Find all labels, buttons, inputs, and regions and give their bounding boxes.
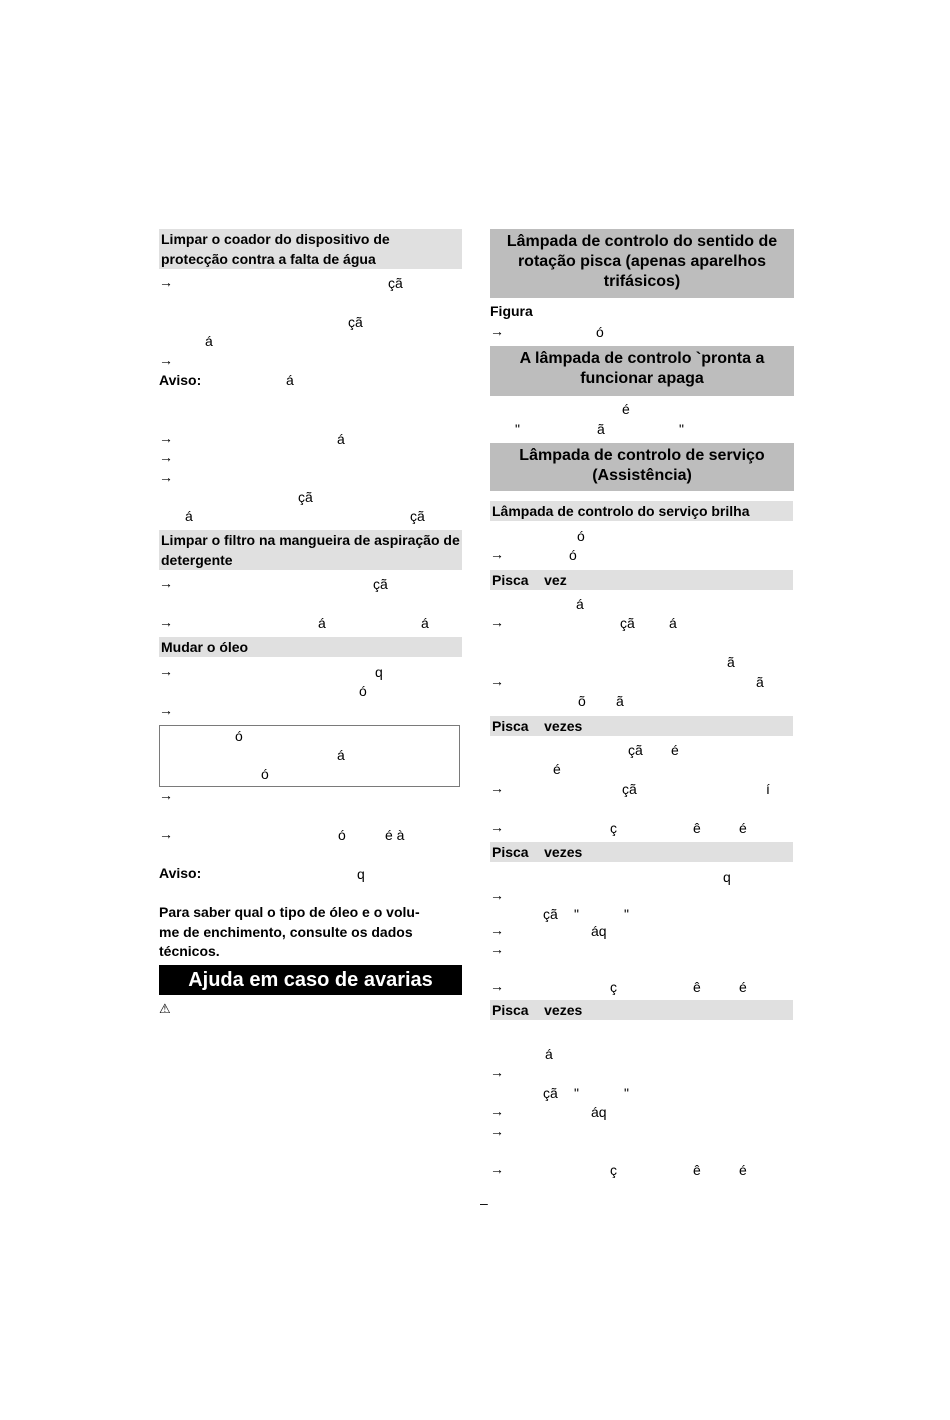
arrow-icon: → [490, 780, 504, 796]
heading-clean-filter: Limpar o filtro na mangueira de aspiração de detergente [159, 530, 462, 570]
text-fragment: í [766, 781, 770, 797]
arrow-icon: → [159, 702, 173, 718]
text-fragment: ç [610, 820, 617, 836]
arrow-icon: → [490, 673, 504, 689]
oil-info-paragraph [159, 903, 463, 962]
arrow-icon: → [159, 449, 173, 465]
arrow-icon: → [490, 922, 504, 938]
oil-info-line: técnicos. [159, 943, 220, 959]
arrow-icon: → [490, 941, 504, 957]
text-fragment: á [669, 615, 677, 631]
text-fragment: ó [235, 728, 243, 744]
text-fragment: " [624, 906, 629, 922]
heading-clean-strainer: Limpar o coador do dispositivo de protecção contra a falta de água [159, 229, 462, 269]
arrow-icon: → [490, 614, 504, 630]
text-fragment: ó [338, 827, 346, 843]
text-fragment: ó [577, 528, 585, 544]
arrow-icon: → [159, 274, 173, 290]
arrow-icon: → [159, 469, 173, 485]
text-fragment: á [205, 333, 213, 349]
text-fragment: çã [373, 576, 388, 592]
text-fragment: á [337, 431, 345, 447]
text-fragment: " [515, 421, 520, 437]
heading-blink-3: Pisca vezes [490, 842, 793, 862]
text-fragment: çã [348, 314, 363, 330]
text-fragment: q [723, 869, 731, 885]
arrow-icon: → [159, 826, 173, 842]
text-fragment: çã [628, 742, 643, 758]
arrow-icon: → [159, 430, 173, 446]
text-fragment: ã [616, 693, 624, 709]
text-fragment: á [545, 1046, 553, 1062]
arrow-icon: → [490, 1123, 504, 1139]
oil-info-line: me de enchimento, consulte os dados [159, 923, 413, 940]
text-fragment: " [574, 906, 579, 922]
arrow-icon: → [490, 887, 504, 903]
text-fragment: á [318, 615, 326, 631]
heading-rotation-lamp: Lâmpada de controlo do sentido de rotação pisca (apenas aparelhos trifásicos) [490, 229, 794, 298]
text-fragment: çã [388, 275, 403, 291]
text-fragment: é [739, 820, 747, 836]
text-fragment: ç [610, 979, 617, 995]
oil-info-line: Para saber qual o tipo de óleo e o volu- [159, 904, 420, 920]
page-number-dash: – [480, 1195, 488, 1211]
text-fragment: áq [591, 1104, 607, 1120]
arrow-icon: → [490, 1103, 504, 1119]
text-fragment: çã [622, 781, 637, 797]
text-fragment: çã [543, 906, 558, 922]
text-fragment: á [185, 508, 193, 524]
aviso-label: Aviso: [159, 865, 202, 881]
text-fragment: ã [597, 421, 605, 437]
text-fragment: á [337, 747, 345, 763]
arrow-icon: → [490, 978, 504, 994]
arrow-icon: → [490, 1064, 504, 1080]
text-fragment: ã [756, 674, 764, 690]
heading-blink-2: Pisca vezes [490, 716, 793, 736]
arrow-icon: → [490, 819, 504, 835]
arrow-icon: → [159, 663, 173, 679]
text-fragment: é [622, 401, 630, 417]
heading-ready-lamp: A lâmpada de controlo `pronta a funcionar apaga [490, 346, 794, 396]
aviso-label: Aviso: [159, 372, 202, 388]
text-fragment: " [679, 421, 684, 437]
arrow-icon: → [490, 1161, 504, 1177]
arrow-icon: → [159, 352, 173, 368]
text-fragment: á [421, 615, 429, 631]
text-fragment: q [357, 866, 365, 882]
text-fragment: ó [569, 547, 577, 563]
arrow-icon: → [490, 323, 504, 339]
text-fragment: çã [543, 1085, 558, 1101]
text-fragment: ã [727, 654, 735, 670]
text-fragment: " [574, 1085, 579, 1101]
heading-troubleshooting: Ajuda em caso de avarias [159, 965, 462, 995]
text-fragment: ê [693, 820, 701, 836]
arrow-icon: → [159, 575, 173, 591]
warning-icon: ⚠ [159, 1001, 171, 1016]
text-fragment: ê [693, 1162, 701, 1178]
text-fragment: á [576, 596, 584, 612]
text-fragment: " [624, 1085, 629, 1101]
text-fragment: ê [693, 979, 701, 995]
arrow-icon: → [490, 546, 504, 562]
text-fragment: çã [298, 489, 313, 505]
heading-change-oil: Mudar o óleo [159, 637, 462, 657]
text-fragment: ó [359, 683, 367, 699]
heading-blink-1: Pisca vez [490, 570, 793, 590]
text-fragment: q [375, 664, 383, 680]
text-fragment: õ [578, 693, 586, 709]
text-fragment: ç [610, 1162, 617, 1178]
text-fragment: á [286, 372, 294, 388]
heading-blink-4: Pisca vezes [490, 1000, 793, 1020]
text-fragment: é [671, 742, 679, 758]
text-fragment: é [739, 1162, 747, 1178]
text-fragment: çã [410, 508, 425, 524]
text-fragment: ó [261, 766, 269, 782]
heading-service-lamp: Lâmpada de controlo de serviço (Assistência) [490, 443, 794, 491]
figura-label: Figura [490, 303, 533, 319]
arrow-icon: → [159, 787, 173, 803]
text-fragment: é [739, 979, 747, 995]
text-fragment: ó [596, 324, 604, 340]
heading-service-lamp-on: Lâmpada de controlo do serviço brilha [490, 501, 793, 521]
arrow-icon: → [159, 614, 173, 630]
text-fragment: é à [385, 827, 405, 843]
text-fragment: áq [591, 923, 607, 939]
note-box [159, 725, 460, 787]
text-fragment: é [553, 761, 561, 777]
text-fragment: çã [620, 615, 635, 631]
